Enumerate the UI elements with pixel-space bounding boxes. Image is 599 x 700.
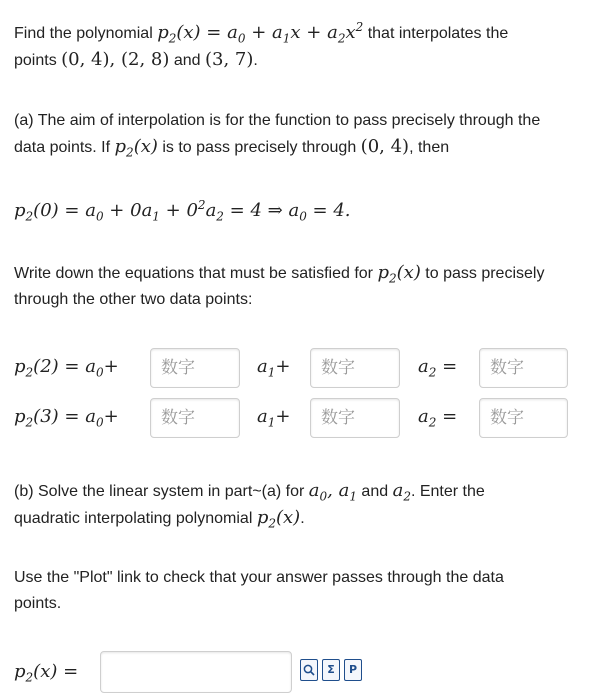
equation-label-p2-2: $p_2(2) = a_0+$ xyxy=(14,356,119,380)
equation-p2-zero: $p_2(0) = a_0 + 0a_1 + 0^2a_2 = 4$ ⇒ $a_0 = 4$. xyxy=(14,198,351,224)
coefficients-list: $a_0$, $a_1$ xyxy=(308,480,357,504)
equation-row-p2-3 xyxy=(14,398,594,440)
part-b-text: quadratic interpolating polynomial xyxy=(14,510,257,527)
point-one: (0, 4) xyxy=(360,136,410,157)
plot-hint-text: points. xyxy=(14,595,62,612)
plot-hint-paragraph xyxy=(14,565,594,617)
p2-of-x: $p_2(x)$ xyxy=(377,262,421,286)
a1-plus-label: $a_1+$ xyxy=(257,406,291,430)
points-list: (0, 4), (2, 8) xyxy=(61,49,170,70)
point-three: (3, 7) xyxy=(204,49,254,70)
instruction-paragraph xyxy=(14,260,594,313)
polynomial-expression: $p_2(x) = a_0 + a_1x + a_2x^2$ xyxy=(157,20,364,46)
intro-paragraph xyxy=(14,20,594,74)
part-a-text: , then xyxy=(409,139,450,156)
intro-text: Find the polynomial xyxy=(14,25,158,42)
part-b-text: . xyxy=(300,510,305,527)
part-b-paragraph xyxy=(14,478,594,532)
p2-2-a0-coefficient-input[interactable] xyxy=(150,348,240,388)
p2-3-a0-coefficient-input[interactable] xyxy=(150,398,240,438)
part-a-text: data points. If xyxy=(14,139,115,156)
part-a-paragraph xyxy=(14,108,594,161)
p2-of-x: $p_2(x)$ xyxy=(114,136,158,160)
part-b-text: . Enter the xyxy=(410,483,485,500)
p2-2-result-input[interactable] xyxy=(479,348,568,388)
instruction-text: Write down the equations that must be satisfied for xyxy=(14,265,378,282)
instruction-text: through the other two data points: xyxy=(14,291,253,308)
sigma-glyph: Σ xyxy=(327,663,335,676)
intro-text: that interpolates the xyxy=(363,25,509,42)
p2-2-a1-coefficient-input[interactable] xyxy=(310,348,400,388)
a2-equals-label: $a_2$ = xyxy=(418,406,458,430)
p2-3-result-input[interactable] xyxy=(479,398,568,438)
coefficient-a2: $a_2$ xyxy=(392,480,411,504)
sigma-formula-icon[interactable] xyxy=(322,659,340,681)
instruction-text: to pass precisely xyxy=(420,265,545,282)
plot-hint-text: Use the "Plot" link to check that your answer passes through the data xyxy=(14,569,504,586)
part-a-text: (a) The aim of interpolation is for the function to pass precisely through the xyxy=(14,112,541,129)
a2-equals-label: $a_2$ = xyxy=(418,356,458,380)
plot-p-icon[interactable] xyxy=(344,659,362,681)
part-b-text: (b) Solve the linear system in part~(a) for xyxy=(14,483,309,500)
plot-glyph: P xyxy=(348,663,358,676)
equation-label-p2-3: $p_2(3) = a_0+$ xyxy=(14,406,119,430)
answer-label-p2-x: $p_2(x)$ = xyxy=(14,661,79,685)
p2-3-a1-coefficient-input[interactable] xyxy=(310,398,400,438)
part-b-text: and xyxy=(356,483,393,500)
intro-text: and xyxy=(169,52,205,69)
intro-text: . xyxy=(253,52,258,69)
part-a-text: is to pass precisely through xyxy=(157,139,361,156)
intro-text: points xyxy=(14,52,62,69)
a1-plus-label: $a_1+$ xyxy=(257,356,291,380)
polynomial-answer-input[interactable] xyxy=(100,651,292,693)
magnifier-preview-icon[interactable] xyxy=(300,659,318,681)
p2-of-x: $p_2(x)$ xyxy=(256,507,301,531)
equation-row-p2-2 xyxy=(14,348,594,390)
